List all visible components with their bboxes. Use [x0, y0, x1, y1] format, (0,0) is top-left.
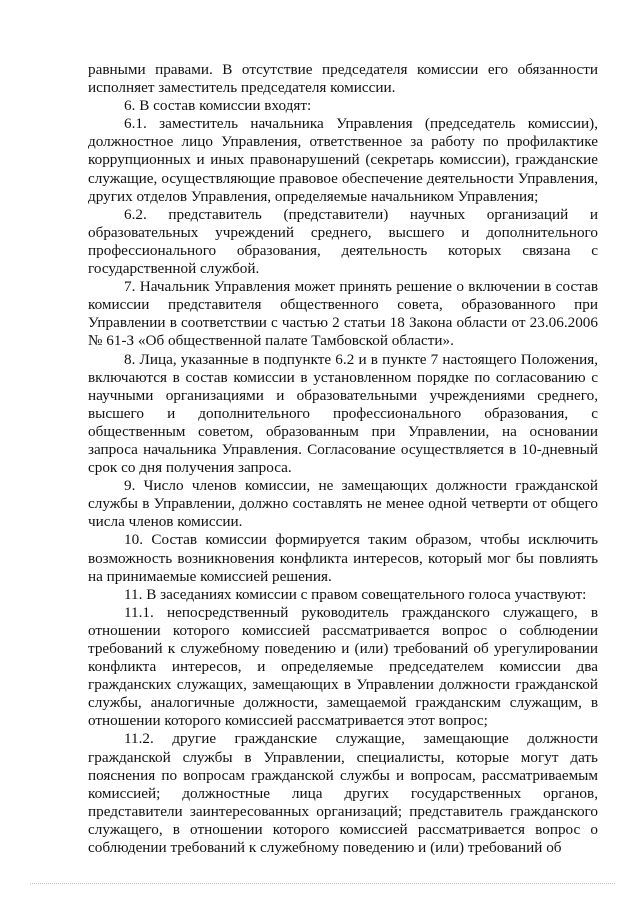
- paragraph-6-1: 6.1. заместитель начальника Управления (председатель комиссии), должностное лицо Управления, ответственное за работу по профилактике коррупционных и иных правонарушений (секретарь комиссии), гражданские служащие, осуществляющие правовое обеспечение деятельности Управления, других отделов Управления, определяемые начальником Управления;: [88, 115, 598, 205]
- paragraph-11-1: 11.1. непосредственный руководитель гражданского служащего, в отношении которого комиссией рассматривается вопрос о соблюдении требований к служебному поведению и (или) требований об урегулировании конфликта интересов, и определяемые председателем комиссии два гражданских служащих, замещающих в Управлении должности гражданской службы, аналогичные должности, замещаемой гражданским служащим, в отношении которого комиссией рассматривается этот вопрос;: [88, 603, 598, 730]
- paragraph-11: 11. В заседаниях комиссии с правом совещательного голоса участвуют:: [124, 585, 587, 603]
- paragraph-7: 7. Начальник Управления может принять решение о включении в состав комиссии представителя общественного совета, образованного при Управлении в соответствии с частью 2 статьи 18 Закона области от 23.06.2006 № 61-З «Об общественной палате Тамбовской области».: [88, 278, 598, 350]
- paragraph-9: 9. Число членов комиссии, не замещающих должности гражданской службы в Управлении, должно составлять не менее одной четверти от общего числа членов комиссии.: [88, 477, 598, 531]
- paragraph-6: 6. В состав комиссии входят:: [124, 97, 312, 115]
- paragraph-6-2: 6.2. представитель (представители) научных организаций и образовательных учреждений среднего, высшего и дополнительного профессионального образования, деятельность которых связана с государственной службой.: [88, 205, 598, 278]
- paragraph-11-2: 11.2. другие гражданские служащие, замещающие должности гражданской службы в Управлении, специалисты, которые могут дать пояснения по вопросам гражданской службы и вопросам, рассматриваемым комиссией; должностные лица других государственных органов, представители заинтересованных организаций; представитель гражданского служащего, в отношении которого комиссией рассматривается вопрос о соблюдении требований к служебному поведению и (или) требований об: [88, 730, 598, 857]
- document-body: [88, 61, 598, 857]
- paragraph-continuation: равными правами. В отсутствие председателя комиссии его обязанности исполняет заместитель председателя комиссии.: [88, 61, 598, 97]
- paragraph-8: 8. Лица, указанные в подпункте 6.2 и в пункте 7 настоящего Положения, включаются в состав комиссии в установленном порядке по согласованию с научными организациями и образовательными учреждениями среднего, высшего и дополнительного профессионального образования, с общественным советом, образованным при Управлении, на основании запроса начальника Управления. Согласование осуществляется в 10-дневный срок со дня получения запроса.: [88, 350, 598, 477]
- paragraph-10: 10. Состав комиссии формируется таким образом, чтобы исключить возможность возникновения конфликта интересов, который мог бы повлиять на принимаемые комиссией решения.: [88, 531, 598, 585]
- scan-edge-artifact: [30, 883, 615, 886]
